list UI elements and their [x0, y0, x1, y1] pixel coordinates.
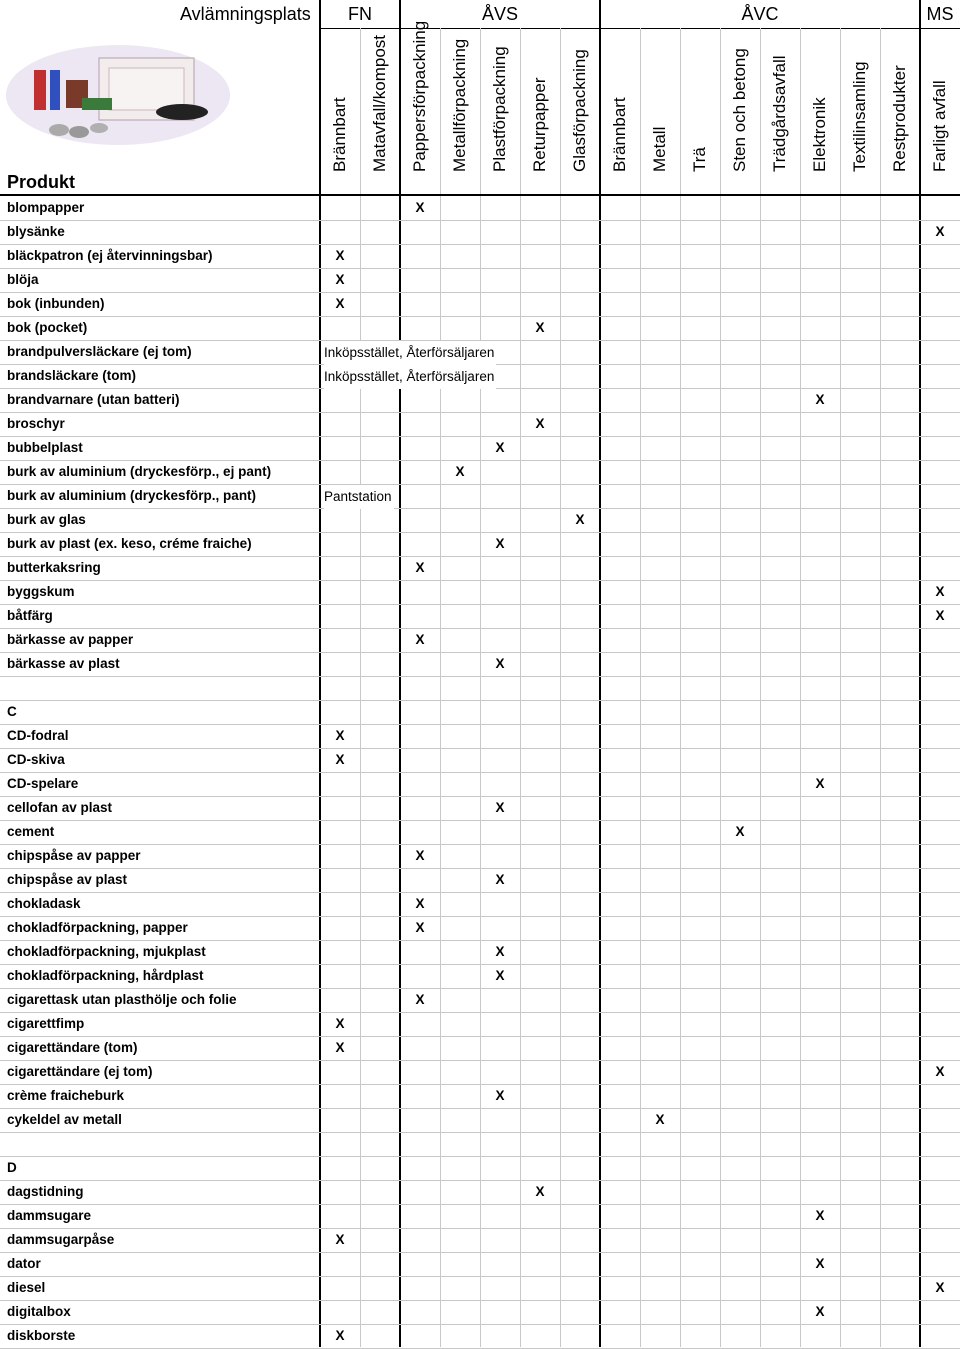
row-divider — [0, 580, 960, 581]
sorting-mark: X — [815, 1256, 825, 1271]
column-divider — [840, 28, 841, 1347]
column-header — [880, 32, 920, 192]
column-header-label: Metall — [650, 126, 669, 172]
product-name: burk av aluminium (dryckesförp., pant) — [7, 488, 257, 503]
column-divider — [360, 28, 361, 1347]
column-divider — [800, 28, 801, 1347]
row-divider — [0, 1228, 960, 1229]
column-header — [520, 32, 560, 192]
row-divider — [0, 220, 960, 221]
product-name: brandvarnare (utan batteri) — [7, 392, 180, 407]
group-header-åvs: ÅVS — [481, 4, 519, 24]
sorting-mark: X — [415, 920, 425, 935]
column-divider — [480, 28, 481, 1347]
row-divider — [0, 556, 960, 557]
row-divider — [0, 748, 960, 749]
product-name: cigarettändare (tom) — [7, 1040, 138, 1055]
product-name: cigarettändare (ej tom) — [7, 1064, 153, 1079]
column-header-label: Pappersförpackning — [410, 20, 429, 172]
product-name: crème fraicheburk — [7, 1088, 125, 1103]
produkt-header: Produkt — [7, 172, 76, 192]
row-divider — [0, 1108, 960, 1109]
drop-off-note: Inköpsstället, Återförsäljaren — [324, 365, 496, 389]
sorting-mark: X — [415, 848, 425, 863]
section-letter: D — [7, 1160, 17, 1175]
column-header-label: Brännbart — [610, 97, 629, 172]
row-divider — [0, 1324, 960, 1325]
column-divider — [640, 28, 641, 1347]
product-name: chokladförpackning, papper — [7, 920, 188, 935]
column-header-label: Matavfall/kompost — [370, 35, 389, 172]
product-name: cigarettfimp — [7, 1016, 85, 1031]
product-name: bärkasse av plast — [7, 656, 120, 671]
row-divider — [0, 676, 960, 677]
column-header — [720, 32, 760, 192]
sorting-mark: X — [335, 728, 345, 743]
column-header — [320, 32, 360, 192]
column-header-label: Glasförpackning — [570, 49, 589, 172]
sorting-mark: X — [415, 992, 425, 1007]
row-divider — [0, 1036, 960, 1037]
sorting-mark: X — [415, 200, 425, 215]
column-header — [480, 32, 520, 192]
column-header — [760, 32, 800, 192]
sorting-mark: X — [495, 872, 505, 887]
row-divider — [0, 892, 960, 893]
row-divider — [0, 1180, 960, 1181]
sorting-mark: X — [535, 416, 545, 431]
group-header-fn: FN — [348, 4, 372, 24]
product-name: dator — [7, 1256, 41, 1271]
sorting-mark: X — [495, 944, 505, 959]
column-header-label: Textilinsamling — [850, 61, 869, 172]
product-name: cigarettask utan plasthölje och folie — [7, 992, 237, 1007]
product-name: dagstidning — [7, 1184, 84, 1199]
product-name: dammsugarpåse — [7, 1232, 115, 1247]
product-name: blompapper — [7, 200, 85, 215]
column-header-label: Plastförpackning — [490, 46, 509, 172]
sorting-mark: X — [455, 464, 465, 479]
sorting-mark: X — [815, 392, 825, 407]
sorting-mark: X — [575, 512, 585, 527]
sorting-mark: X — [335, 296, 345, 311]
column-divider — [599, 28, 601, 1347]
column-header-label: Trädgårdsavfall — [770, 55, 789, 172]
products-illustration — [4, 40, 232, 150]
product-name: cykeldel av metall — [7, 1112, 122, 1127]
product-name: bläckpatron (ej återvinningsbar) — [7, 248, 213, 263]
product-name: burk av aluminium (dryckesförp., ej pant) — [7, 464, 272, 479]
row-divider — [0, 1156, 960, 1157]
product-name: bok (pocket) — [7, 320, 88, 335]
row-divider — [0, 604, 960, 605]
drop-off-note: Pantstation — [324, 485, 394, 509]
product-name: CD-spelare — [7, 776, 79, 791]
sorting-mark: X — [495, 656, 505, 671]
sorting-mark: X — [935, 1064, 945, 1079]
sorting-mark: X — [335, 272, 345, 287]
column-divider — [560, 28, 561, 1347]
product-name: diskborste — [7, 1328, 76, 1343]
column-divider — [399, 28, 401, 1347]
product-name: chipspåse av plast — [7, 872, 128, 887]
product-name: brandpulversläckare (ej tom) — [7, 344, 192, 359]
avlamningsplats-header: Avlämningsplats — [180, 4, 311, 24]
sorting-mark: X — [335, 1016, 345, 1031]
column-header-label: Returpapper — [530, 77, 549, 172]
row-divider — [0, 1132, 960, 1133]
product-name: byggskum — [7, 584, 75, 599]
column-header — [560, 32, 600, 192]
group-header-åvc: ÅVC — [741, 4, 779, 24]
sorting-mark: X — [535, 1184, 545, 1199]
drop-off-note: Inköpsstället, Återförsäljaren — [324, 341, 496, 365]
row-divider — [0, 1012, 960, 1013]
column-header — [680, 32, 720, 192]
product-name: bok (inbunden) — [7, 296, 105, 311]
sorting-mark: X — [335, 752, 345, 767]
column-divider — [440, 28, 441, 1347]
row-divider — [0, 700, 960, 701]
sorting-mark: X — [815, 776, 825, 791]
row-divider — [0, 412, 960, 413]
sorting-mark: X — [335, 1232, 345, 1247]
product-name: cellofan av plast — [7, 800, 113, 815]
sorting-mark: X — [535, 320, 545, 335]
column-header-label: Farligt avfall — [930, 80, 949, 172]
product-name: diesel — [7, 1280, 46, 1295]
product-name: brandsläckare (tom) — [7, 368, 137, 383]
product-name: CD-fodral — [7, 728, 69, 743]
sorting-mark: X — [815, 1208, 825, 1223]
column-divider — [319, 0, 321, 1347]
sorting-mark: X — [495, 800, 505, 815]
column-header-label: Restprodukter — [890, 65, 909, 172]
row-divider — [0, 844, 960, 845]
sorting-mark: X — [655, 1112, 665, 1127]
row-divider — [0, 628, 960, 629]
column-header — [640, 32, 680, 192]
column-divider — [760, 28, 761, 1347]
sorting-mark: X — [495, 536, 505, 551]
header-bottom-line — [0, 194, 960, 196]
sorting-mark: X — [335, 1040, 345, 1055]
product-name: båtfärg — [7, 608, 53, 623]
column-header-label: Brännbart — [330, 97, 349, 172]
product-name: butterkaksring — [7, 560, 101, 575]
product-name: broschyr — [7, 416, 65, 431]
product-name: blysänke — [7, 224, 65, 239]
sorting-mark: X — [495, 968, 505, 983]
product-name: chokladask — [7, 896, 81, 911]
row-divider — [0, 508, 960, 509]
column-header-label: Metallförpackning — [450, 38, 469, 172]
product-name: burk av glas — [7, 512, 86, 527]
product-name: digitalbox — [7, 1304, 71, 1319]
product-name: blöja — [7, 272, 39, 287]
product-name: cement — [7, 824, 55, 839]
sorting-mark: X — [735, 824, 745, 839]
column-header — [400, 20, 440, 192]
sorting-mark: X — [935, 584, 945, 599]
column-divider — [520, 28, 521, 1347]
column-header — [920, 32, 960, 192]
product-name: dammsugare — [7, 1208, 92, 1223]
row-divider — [0, 268, 960, 269]
sorting-mark: X — [335, 248, 345, 263]
sorting-mark: X — [415, 560, 425, 575]
sorting-mark: X — [815, 1304, 825, 1319]
column-header-label: Trä — [690, 147, 709, 172]
column-header — [800, 32, 840, 192]
group-header-ms: MS — [926, 4, 954, 24]
sorting-mark: X — [495, 440, 505, 455]
product-name: bärkasse av papper — [7, 632, 134, 647]
column-header — [600, 32, 640, 192]
column-header — [840, 32, 880, 192]
row-divider — [0, 1276, 960, 1277]
column-header-label: Elektronik — [810, 97, 829, 172]
sorting-mark: X — [935, 224, 945, 239]
product-name: chokladförpackning, hårdplast — [7, 968, 204, 983]
sorting-mark: X — [935, 608, 945, 623]
row-divider — [0, 316, 960, 317]
sorting-mark: X — [415, 632, 425, 647]
column-divider — [680, 28, 681, 1347]
row-divider — [0, 292, 960, 293]
section-letter: C — [7, 704, 17, 719]
column-header — [360, 32, 400, 192]
row-divider — [0, 820, 960, 821]
product-name: chipspåse av papper — [7, 848, 141, 863]
column-header — [440, 32, 480, 192]
product-name: chokladförpackning, mjukplast — [7, 944, 206, 959]
product-name: CD-skiva — [7, 752, 65, 767]
column-header-label: Sten och betong — [730, 48, 749, 172]
column-divider — [880, 28, 881, 1347]
row-divider — [0, 724, 960, 725]
sorting-mark: X — [935, 1280, 945, 1295]
sorting-mark: X — [335, 1328, 345, 1343]
sorting-mark: X — [495, 1088, 505, 1103]
product-name: burk av plast (ex. keso, créme fraiche) — [7, 536, 252, 551]
product-name: bubbelplast — [7, 440, 83, 455]
column-divider — [720, 28, 721, 1347]
sorting-mark: X — [415, 896, 425, 911]
